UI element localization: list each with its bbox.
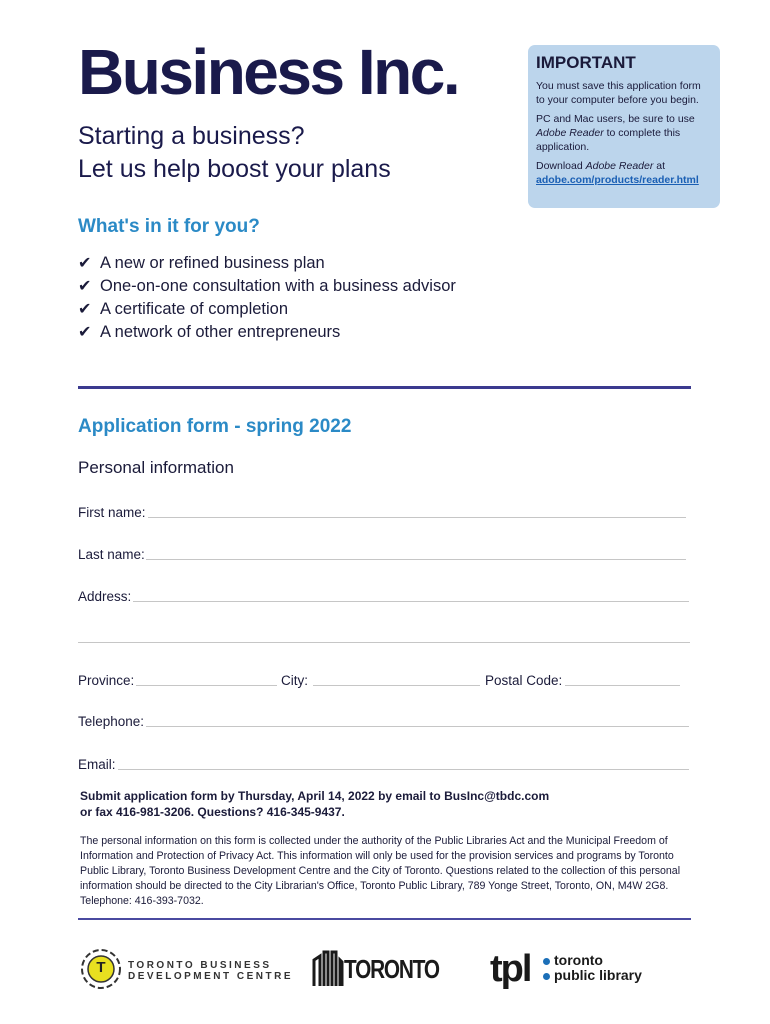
list-item: ✔ A certificate of completion [78, 298, 456, 321]
city-field[interactable] [313, 685, 480, 686]
telephone-label: Telephone: [78, 714, 145, 729]
important-save-note: You must save this application form to your computer before you begin. [536, 80, 701, 106]
postal-code-label: Postal Code: [485, 673, 563, 688]
important-reader-note: PC and Mac users, be sure to use Adobe Reader to complete this application. [536, 113, 695, 153]
toronto-city-hall-icon [312, 950, 344, 988]
tbdc-logo [80, 946, 294, 992]
address-field-line-2[interactable] [78, 642, 690, 643]
tbdc-emblem-letter: T [96, 959, 106, 976]
section-divider [78, 386, 691, 389]
email-label: Email: [78, 757, 116, 772]
brand-title: Business Inc. [78, 36, 459, 108]
last-name-label: Last name: [78, 547, 145, 562]
city-of-toronto-logo [312, 948, 437, 988]
form-subtitle: Personal information [78, 458, 234, 477]
list-item: ✔ A new or refined business plan [78, 252, 456, 275]
privacy-notice: The personal information on this form is collected under the authority of the Public Libraries Act and the Municipal Freedom of Information and Protection of Privacy Act. This information will only be used for the provision services and programs by Toronto Public Library, Toronto Business Development Centre and the City of Toronto. Questions related to the collection of this personal information should be directed to the City Librarian's Office, Toronto Public Library, 789 Yonge Street, Toronto, ON, M4W 2G8. Telephone: 416-393-7032. [80, 835, 681, 907]
tagline-line-2: Let us help boost your plans [78, 155, 391, 183]
tbdc-logo-text: TORONTO BUSINESS DEVELOPMENT CENTRE [128, 960, 294, 982]
toronto-public-library-logo [490, 948, 660, 994]
adobe-reader-link[interactable]: adobe.com/products/reader.html [536, 174, 699, 186]
important-download-note: Download Adobe Reader at adobe.com/products/reader.html [536, 160, 699, 186]
tpl-dot-icon [543, 973, 550, 980]
province-label: Province: [78, 673, 135, 688]
city-label: City: [281, 673, 308, 688]
tagline [78, 120, 391, 186]
last-name-field[interactable] [146, 559, 686, 560]
first-name-field[interactable] [148, 517, 686, 518]
email-field[interactable] [118, 769, 689, 770]
address-label: Address: [78, 589, 132, 604]
list-item: ✔ One-on-one consultation with a business advisor [78, 275, 456, 298]
submit-instructions: Submit application form by Thursday, April 14, 2022 by email to BusInc@tbdc.com or fax 416-981-3206. Questions? 416-345-9437. [80, 789, 550, 819]
first-name-label: First name: [78, 505, 146, 520]
tpl-mark: tpl [490, 948, 531, 990]
important-notice-box [528, 45, 720, 208]
checkmark-icon: ✔ [78, 301, 92, 318]
checkmark-icon: ✔ [78, 255, 92, 272]
tpl-wordmark: toronto public library [554, 952, 642, 983]
benefits-list [78, 252, 456, 344]
important-title: IMPORTANT [536, 53, 636, 72]
address-field[interactable] [133, 601, 689, 602]
footer-divider [78, 918, 691, 920]
list-item: ✔ A network of other entrepreneurs [78, 321, 456, 344]
checkmark-icon: ✔ [78, 278, 92, 295]
tpl-dot-icon [543, 958, 550, 965]
toronto-wordmark: TORONTO [344, 954, 439, 984]
form-title: Application form - spring 2022 [78, 416, 352, 437]
benefits-title: What's in it for you? [78, 216, 260, 237]
checkmark-icon: ✔ [78, 324, 92, 341]
province-field[interactable] [136, 685, 277, 686]
tagline-line-1: Starting a business? [78, 122, 305, 150]
postal-code-field[interactable] [565, 685, 680, 686]
telephone-field[interactable] [146, 726, 689, 727]
